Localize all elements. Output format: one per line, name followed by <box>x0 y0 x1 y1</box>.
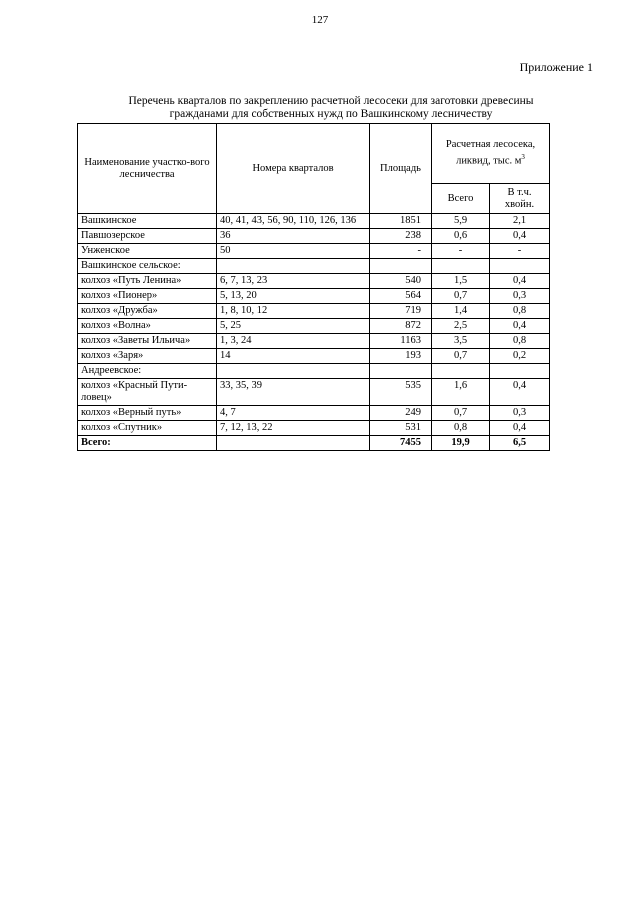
cell-quarters: 6, 7, 13, 23 <box>217 274 370 289</box>
cell-conif: 0,8 <box>490 334 550 349</box>
cell-area: 249 <box>370 406 432 421</box>
table-row <box>78 214 550 229</box>
table-row <box>78 379 550 406</box>
cell-area <box>370 364 432 379</box>
document-heading <box>76 95 586 121</box>
cell-total: 1,4 <box>432 304 490 319</box>
cell-area: 564 <box>370 289 432 304</box>
cell-total: 19,9 <box>432 436 490 451</box>
cell-conif: - <box>490 244 550 259</box>
cell-name: Павшозерское <box>78 229 217 244</box>
cell-conif: 0,4 <box>490 319 550 334</box>
cell-quarters: 7, 12, 13, 22 <box>217 421 370 436</box>
cell-total: 2,5 <box>432 319 490 334</box>
table-row <box>78 274 550 289</box>
table-row <box>78 364 550 379</box>
table-row <box>78 289 550 304</box>
cell-total: 3,5 <box>432 334 490 349</box>
cell-name: колхоз «Пионер» <box>78 289 217 304</box>
table-row <box>78 319 550 334</box>
cell-name: Вашкинское <box>78 214 217 229</box>
cell-conif: 6,5 <box>490 436 550 451</box>
cell-conif: 0,3 <box>490 406 550 421</box>
cell-area: 719 <box>370 304 432 319</box>
cell-conif: 0,8 <box>490 304 550 319</box>
cell-conif: 0,4 <box>490 379 550 406</box>
cell-area: 1851 <box>370 214 432 229</box>
appendix-label: Приложение 1 <box>519 60 593 74</box>
table-row <box>78 304 550 319</box>
heading-line-2: гражданами для собственных нужд по Вашкинскому лесничеству <box>169 108 493 120</box>
table-row <box>78 436 550 451</box>
cell-area: - <box>370 244 432 259</box>
cell-area: 238 <box>370 229 432 244</box>
cell-conif: 0,4 <box>490 421 550 436</box>
cell-area <box>370 259 432 274</box>
cell-total: 1,5 <box>432 274 490 289</box>
cell-area: 531 <box>370 421 432 436</box>
table-row <box>78 334 550 349</box>
cell-quarters: 1, 8, 10, 12 <box>217 304 370 319</box>
cell-total: 0,7 <box>432 406 490 421</box>
table-row <box>78 244 550 259</box>
quarters-table <box>77 123 550 451</box>
cell-total <box>432 364 490 379</box>
header-name: Наименование участко-вого лесничества <box>78 124 217 214</box>
cell-total <box>432 259 490 274</box>
header-total: Всего <box>432 184 490 214</box>
cell-total: 0,6 <box>432 229 490 244</box>
header-cut <box>432 124 550 184</box>
cell-conif: 0,2 <box>490 349 550 364</box>
cell-total: 0,7 <box>432 289 490 304</box>
page-number: 127 <box>311 14 329 26</box>
cell-quarters: 40, 41, 43, 56, 90, 110, 126, 136 <box>217 214 370 229</box>
cell-name: колхоз «Заветы Ильича» <box>78 334 217 349</box>
cell-quarters: 1, 3, 24 <box>217 334 370 349</box>
table-body <box>78 214 550 451</box>
cell-name: Андреевское: <box>78 364 217 379</box>
cell-quarters: 4, 7 <box>217 406 370 421</box>
header-conif: В т.ч. хвойн. <box>490 184 550 214</box>
cell-name: колхоз «Заря» <box>78 349 217 364</box>
cell-quarters: 36 <box>217 229 370 244</box>
cell-conif: 0,4 <box>490 229 550 244</box>
cell-name: колхоз «Путь Ленина» <box>78 274 217 289</box>
cell-conif: 0,4 <box>490 274 550 289</box>
cell-area: 535 <box>370 379 432 406</box>
table-row <box>78 406 550 421</box>
cell-total: 0,7 <box>432 349 490 364</box>
cell-conif <box>490 259 550 274</box>
cell-name: колхоз «Спутник» <box>78 421 217 436</box>
cell-name: колхоз «Волна» <box>78 319 217 334</box>
header-quarters: Номера кварталов <box>217 124 370 214</box>
cell-total: 1,6 <box>432 379 490 406</box>
cell-area: 872 <box>370 319 432 334</box>
cell-name: колхоз «Верный путь» <box>78 406 217 421</box>
cell-conif: 2,1 <box>490 214 550 229</box>
cell-quarters <box>217 436 370 451</box>
cell-total: 0,8 <box>432 421 490 436</box>
header-cut-sup: 3 <box>521 153 525 162</box>
cell-area: 540 <box>370 274 432 289</box>
cell-quarters <box>217 364 370 379</box>
cell-quarters: 50 <box>217 244 370 259</box>
cell-quarters <box>217 259 370 274</box>
header-cut-text: Расчетная лесосека, ликвид, тыс. м <box>445 139 536 167</box>
table-row <box>78 259 550 274</box>
cell-total: - <box>432 244 490 259</box>
cell-name: Всего: <box>78 436 217 451</box>
cell-name: Унженское <box>78 244 217 259</box>
cell-quarters: 14 <box>217 349 370 364</box>
cell-conif <box>490 364 550 379</box>
cell-quarters: 5, 25 <box>217 319 370 334</box>
cell-area: 7455 <box>370 436 432 451</box>
table-row <box>78 349 550 364</box>
cell-name: колхоз «Красный Пути-ловец» <box>78 379 217 406</box>
cell-name: колхоз «Дружба» <box>78 304 217 319</box>
heading-line-1: Перечень кварталов по закреплению расчетной лесосеки для заготовки древесины <box>128 95 534 107</box>
cell-area: 1163 <box>370 334 432 349</box>
cell-total: 5,9 <box>432 214 490 229</box>
header-area: Площадь <box>370 124 432 214</box>
cell-quarters: 5, 13, 20 <box>217 289 370 304</box>
table-row <box>78 229 550 244</box>
cell-conif: 0,3 <box>490 289 550 304</box>
table-row <box>78 421 550 436</box>
cell-quarters: 33, 35, 39 <box>217 379 370 406</box>
cell-area: 193 <box>370 349 432 364</box>
cell-name: Вашкинское сельское: <box>78 259 217 274</box>
